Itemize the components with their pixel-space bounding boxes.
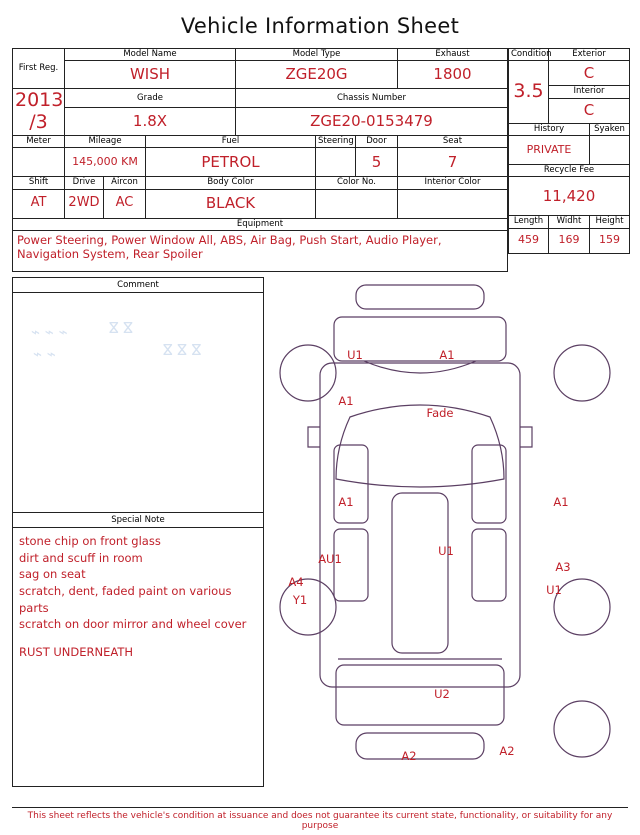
mileage-value: 145,000 KM — [65, 148, 146, 177]
color-no-value — [316, 189, 398, 218]
syaken-value — [590, 136, 630, 165]
exhaust-value: 1800 — [398, 61, 508, 89]
seat-value: 7 — [398, 148, 508, 177]
recycle-fee-label: Recycle Fee — [509, 165, 630, 177]
exterior-label: Exterior — [549, 49, 630, 61]
model-type-value: ZGE20G — [236, 61, 398, 89]
interior-value: C — [549, 98, 630, 123]
model-name-label: Model Name — [65, 49, 236, 61]
drive-value: 2WD — [65, 189, 104, 218]
condition-table-block — [508, 48, 630, 272]
first-reg-value — [13, 89, 65, 136]
length-value: 459 — [509, 228, 549, 253]
damage-mark: U1 — [546, 583, 562, 597]
special-note-line: scratch on door mirror and wheel cover — [19, 617, 247, 632]
width-value: 169 — [549, 228, 590, 253]
special-note-body — [13, 528, 263, 786]
first-reg-month: /3 — [29, 111, 48, 134]
seat-label: Seat — [398, 136, 508, 148]
condition-label: Condition — [509, 49, 549, 61]
shift-value: AT — [13, 189, 65, 218]
footer-disclaimer: This sheet reflects the vehicle's condition at issuance and does not guarantee its current state, functionality, or suitability for any purpose — [12, 807, 628, 831]
door-value: 5 — [356, 148, 398, 177]
length-label: Length — [509, 216, 549, 228]
special-note-line: sag on seat — [19, 567, 86, 582]
mileage-label: Mileage — [65, 136, 146, 148]
comment-header: Comment — [13, 278, 263, 293]
model-name-value: WISH — [65, 61, 236, 89]
special-note-line: stone chip on front glass — [19, 534, 161, 549]
door-label: Door — [356, 136, 398, 148]
damage-mark: A2 — [499, 744, 515, 758]
damage-mark: A1 — [439, 348, 455, 362]
interior-color-label: Interior Color — [398, 177, 508, 189]
meter-value — [13, 148, 65, 177]
damage-mark: Fade — [426, 406, 454, 420]
fuel-value: PETROL — [146, 148, 316, 177]
spec-table — [12, 48, 508, 272]
special-note-emphasis: RUST UNDERNEATH — [19, 645, 134, 660]
history-value: PRIVATE — [509, 136, 590, 165]
body-color-value: BLACK — [146, 189, 316, 218]
aircon-value: AC — [104, 189, 146, 218]
first-reg-label: First Reg. — [13, 49, 65, 89]
special-note-line: dirt and scuff in room — [19, 550, 143, 565]
steering-label: Steering — [316, 136, 356, 148]
width-label: Widht — [549, 216, 590, 228]
equipment-value: Power Steering, Power Window All, ABS, Air Bag, Push Start, Audio Player, Navigation System, Rear Spoiler — [13, 231, 508, 272]
exterior-value: C — [549, 61, 630, 86]
height-value: 159 — [590, 228, 630, 253]
damage-mark: A4 — [288, 575, 304, 589]
condition-value: 3.5 — [509, 61, 549, 123]
grade-label: Grade — [65, 89, 236, 108]
damage-mark: AU1 — [318, 552, 342, 566]
top-specs-area — [12, 48, 628, 272]
recycle-fee-value: 11,420 — [509, 177, 630, 216]
comment-panel — [12, 277, 264, 787]
damage-mark: U1 — [347, 348, 363, 362]
shift-label: Shift — [13, 177, 65, 189]
lower-area — [12, 277, 628, 787]
grade-value: 1.8X — [65, 108, 236, 136]
body-color-label: Body Color — [146, 177, 316, 189]
damage-mark: A3 — [555, 560, 571, 574]
spec-table-block — [12, 48, 508, 272]
damage-mark: A1 — [338, 495, 354, 509]
equipment-label: Equipment — [13, 218, 508, 230]
meter-label: Meter — [13, 136, 65, 148]
first-reg-year: 2013 — [15, 89, 64, 112]
model-type-label: Model Type — [236, 49, 398, 61]
damage-mark: Y1 — [292, 593, 308, 607]
damage-mark: A1 — [338, 394, 354, 408]
damage-mark: A2 — [401, 749, 417, 763]
interior-label: Interior — [549, 86, 630, 98]
steering-value — [316, 148, 356, 177]
drive-label: Drive — [65, 177, 104, 189]
color-no-label: Color No. — [316, 177, 398, 189]
fuel-label: Fuel — [146, 136, 316, 148]
chassis-label: Chassis Number — [236, 89, 508, 108]
comment-body: ⌁ ⌁ ⌁ ⴵ ⴵ ⌁ ⌁ ⴵ ⴵ ⴵ — [31, 319, 202, 364]
syaken-label: Syaken — [590, 123, 630, 135]
page-title: Vehicle Information Sheet — [180, 14, 460, 38]
special-note-header: Special Note — [13, 512, 263, 528]
condition-table — [508, 48, 630, 254]
damage-mark: U1 — [438, 544, 454, 558]
damage-mark: U2 — [434, 687, 450, 701]
interior-color-value — [398, 189, 508, 218]
chassis-value: ZGE20-0153479 — [236, 108, 508, 136]
aircon-label: Aircon — [104, 177, 146, 189]
exhaust-label: Exhaust — [398, 49, 508, 61]
special-note-line: scratch, dent, faded paint on various — [19, 584, 232, 599]
history-label: History — [509, 123, 590, 135]
special-note-line: parts — [19, 600, 49, 615]
damage-mark: A1 — [553, 495, 569, 509]
height-label: Height — [590, 216, 630, 228]
